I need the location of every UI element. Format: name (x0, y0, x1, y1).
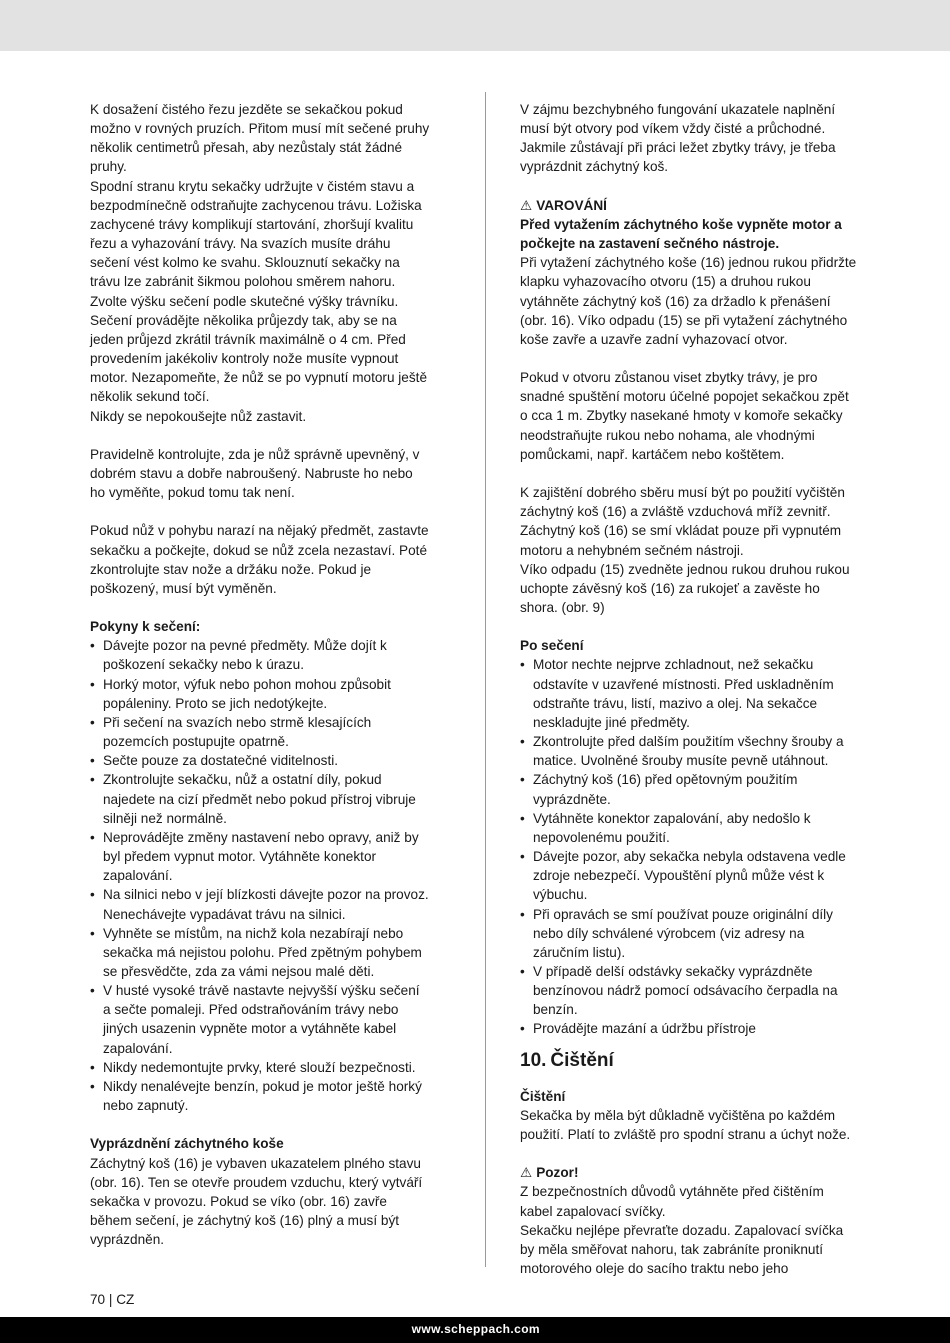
section-title-text: Čištění (550, 1049, 614, 1071)
language-code: CZ (116, 1292, 135, 1307)
po-seceni-heading: Po sečení (520, 638, 584, 654)
paragraph: Pravidelně kontrolujte, zda je nůž správně upevněný, v dobrém stavu a dobře nabroušený. Nabruste ho nebo ho vyměňte, pokud tomu tak není. (90, 446, 420, 501)
column-divider (485, 92, 486, 1267)
warning-label: VAROVÁNÍ (536, 197, 607, 213)
page-number (90, 1292, 134, 1307)
list-item: • Na silnici nebo v její blízkosti dávejte pozor na provoz. Nenechávejte vypadávat trávu na silnici. (90, 885, 430, 923)
pozor-label: Pozor! (536, 1165, 579, 1181)
footer-bar (0, 1317, 950, 1343)
paragraph: K dosažení čistého řezu jezděte se sekačkou pokud možno v rovných pruzích. Přitom musí mít sečené pruhy několik centimetrů přesah, aby nezůstaly stát žádné pruhy. (90, 102, 430, 175)
list-item: • Neprovádějte změny nastavení nebo opravy, aniž by byl předem vypnut motor. Vytáhněte konektor zapalování. (90, 828, 430, 885)
warning-icon: ⚠ (520, 1165, 533, 1181)
list-item: • Dávejte pozor na pevné předměty. Může dojít k poškození sekačky nebo k úrazu. (90, 636, 430, 674)
list-item: • Nikdy nenalévejte benzín, pokud je motor ještě horký nebo zapnutý. (90, 1077, 430, 1115)
list-item: • Dávejte pozor, aby sekačka nebyla odstavena vedle zdroje nebezpečí. Vypouštění plynů může vést k výbuchu. (520, 847, 860, 904)
paragraph: Záchytný koš (16) je vybaven ukazatelem plného stavu (obr. 16). Ten se otevře proudem vzduchu, který vytváří sekačka v provozu. Pokud se víko (obr. 16) zavře během sečení, je záchytný koš (16) plný a musí být vyprázdněn. (90, 1155, 423, 1248)
paragraph: Sekačka by měla být důkladně vyčištěna po každém použití. Platí to zvláště pro spodní stranu a úchyt nože. (520, 1107, 851, 1142)
paragraph: Záchytný koš (16) se smí vkládat pouze při vypnutém motoru a nehybném sečném nástroji. (520, 523, 842, 558)
list-item: • Horký motor, výfuk nebo pohon mohou způsobit popáleniny. Proto se jich nedotýkejte. (90, 675, 430, 713)
right-column (520, 100, 860, 1278)
paragraph: Z bezpečnostních důvodů vytáhněte před čištěním kabel zapalovací svíčky. (520, 1184, 824, 1219)
warning-text: Před vytažením záchytného koše vypněte motor a počkejte na zastavení sečného nástroje. (520, 216, 842, 252)
vyprazdneni-heading: Vyprázdnění záchytného koše (90, 1136, 284, 1152)
list-item: • Nikdy nedemontujte prvky, které slouží bezpečnosti. (90, 1058, 430, 1077)
paragraph: Sekačku nejlépe převraťte dozadu. Zapalovací svíčka by měla směřovat nahoru, tak zabráníte proniknutí motorového oleje do sacího traktu nebo jeho (520, 1222, 844, 1276)
page-number-value: 70 (90, 1292, 106, 1307)
list-item: • Vyhněte se místům, na nichž kola nezabírají nebo sekačka má nejistou polohu. Před zpětným pohybem se přesvědčte, zda za vámi nejsou malé děti. (90, 924, 430, 981)
paragraph: Pokud nůž v pohybu narazí na nějaký předmět, zastavte sekačku a počkejte, dokud se nůž zcela nezastaví. Poté zkontrolujte stav nože a držáku nože. Pokud je poškozený, musí být vyměněn. (90, 523, 429, 596)
list-item: • V případě delší odstávky sekačky vyprázdněte benzínovou nádrž pomocí odsávacího čerpadla na benzín. (520, 962, 860, 1019)
paragraph: Nikdy se nepokoušejte nůž zastavit. (90, 408, 307, 424)
paragraph: Víko odpadu (15) zvedněte jednou rukou druhou rukou uchopte závěsný koš (16) za rukojeť a zavěste ho shora. (obr. 9) (520, 561, 850, 616)
section-number: 10. (520, 1049, 547, 1071)
list-item: • Při opravách se smí používat pouze originální díly nebo díly schválené výrobcem (viz adresy na záručním listu). (520, 905, 860, 962)
top-band (0, 0, 950, 51)
pokyny-list (90, 636, 430, 1115)
cisteni-heading: Čištění (520, 1088, 566, 1104)
paragraph: K zajištění dobrého sběru musí být po použití vyčištěn záchytný koš (16) a zvláště vzduchová mříž zevnitř. (520, 485, 845, 520)
list-item: • Motor nechte nejprve zchladnout, než sekačku odstavíte v uzavřené místnosti. Před uskladněním odstraňte trávu, listí, mazivo a olej. Na sekačce neskladujte jiné předměty. (520, 655, 860, 732)
paragraph: Při vytažení záchytného koše (16) jednou rukou přidržte klapku vyhazovacího otvoru (15) a druhou rukou vytáhněte záchytný koš (16) za držadlo k přenášení (obr. 16). Víko odpadu (15) se při vytažení záchytného koše zavře a uzavře zadní vyhazovací otvor. (520, 255, 857, 347)
section-title (520, 1047, 860, 1075)
footer-url: www.scheppach.com (411, 1322, 540, 1336)
warning-icon: ⚠ (520, 197, 533, 213)
list-item: • Zkontrolujte sekačku, nůž a ostatní díly, pokud najedete na cizí předmět nebo pokud přístroj vibruje silněji než normálně. (90, 770, 430, 827)
pozor-heading (520, 1163, 860, 1182)
pokyny-heading: Pokyny k sečení: (90, 619, 201, 635)
list-item: • V husté vysoké trávě nastavte nejvyšší výšku sečení a sečte pomaleji. Před odstraňováním trávy nebo jiných usazenin vypněte motor a vytáhněte kabel zapalování. (90, 981, 430, 1058)
paragraph: Pokud v otvoru zůstanou viset zbytky trávy, je pro snadné spuštění motoru účelné popojet sekačkou zpět o cca 1 m. Zbytky nasekané hmoty v komoře sekačky neodstraňujte rukou nebo nohama, ale vhodnými pomůckami, např. kartáčem nebo koštětem. (520, 370, 849, 462)
list-item: • Při sečení na svazích nebo strmě klesajících pozemcích postupujte opatrně. (90, 713, 430, 751)
list-item: • Zkontrolujte před dalším použitím všechny šrouby a matice. Uvolněné šrouby musíte pevně utáhnout. (520, 732, 860, 770)
left-column (90, 100, 430, 1249)
list-item: • Vytáhněte konektor zapalování, aby nedošlo k nepovolenému použití. (520, 809, 860, 847)
po-seceni-list (520, 655, 860, 1038)
paragraph: V zájmu bezchybného fungování ukazatele naplnění musí být otvory pod víkem vždy čisté a průchodné. Jakmile zůstávají při práci ležet zbytky trávy, je třeba vyprázdnit záchytný koš. (520, 102, 836, 175)
paragraph: Sečení provádějte několika průjezdy tak, aby se na jeden průjezd zkrátil trávník maximálně o 4 cm. Před provedením jakékoliv kontroly nože musíte vypnout motor. Nezapomeňte, že nůž se po vypnutí motoru ještě několik sekund točí. (90, 312, 428, 405)
list-item: • Sečte pouze za dostatečné viditelnosti. (90, 751, 430, 770)
warning-heading (520, 196, 860, 215)
page-number-separator: | (108, 1292, 113, 1307)
list-item: • Provádějte mazání a údržbu přístroje (520, 1019, 860, 1038)
list-item: • Záchytný koš (16) před opětovným použitím vyprázdněte. (520, 770, 860, 808)
paragraph: Spodní stranu krytu sekačky udržujte v čistém stavu a bezpodmínečně odstraňujte zachycenou trávu. Ložiska zachycené trávy komplikují startování, zhoršují kvalitu řezu a vyhazování trávy. Na svazích musíte dráhu sečení vést kolmo ke svahu. Sklouznutí sekačky na trávu lze zabránit šikmou polohou směrem nahoru. Zvolte výšku sečení podle skutečné výšky trávníku. (90, 178, 422, 309)
